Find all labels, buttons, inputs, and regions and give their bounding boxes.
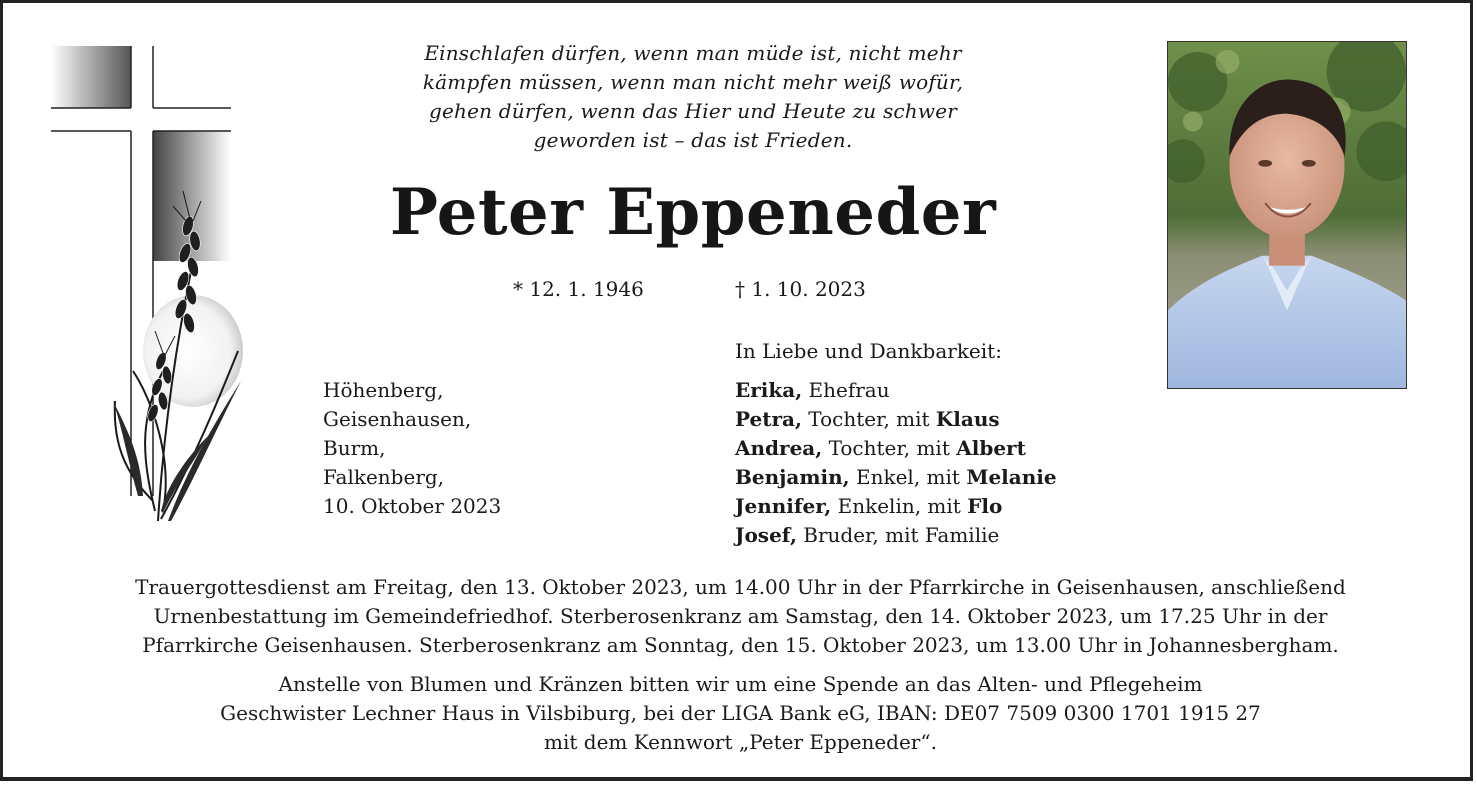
mourner-name: Benjamin, — [735, 465, 850, 489]
poem-line: geworden ist – das ist Frieden. — [533, 128, 853, 152]
death-date: † 1. 10. 2023 — [735, 277, 866, 301]
mourner-partner: Klaus — [935, 407, 1000, 431]
mourner-name: Andrea, — [735, 436, 823, 460]
birth-date: * 12. 1. 1946 — [513, 277, 644, 301]
service-line: Pfarrkirche Geisenhausen. Sterberosenkranz am Sonntag, den 15. Oktober 2023, um 13.00 Uhr in Johannesbergham. — [142, 633, 1339, 657]
mourner-relation: Enkel, mit — [849, 465, 967, 489]
poem-line: gehen dürfen, wenn das Hier und Heute zu schwer — [428, 99, 958, 123]
mourner-row — [735, 376, 1057, 405]
deceased-name: Peter Eppeneder — [389, 175, 997, 250]
mourner-row — [735, 405, 1057, 434]
donation-details — [33, 670, 1448, 757]
mourner-name: Josef, — [735, 523, 797, 547]
poem-line: kämpfen müssen, wenn man nicht mehr weiß wofür, — [422, 70, 964, 94]
places-list — [323, 376, 501, 521]
donation-line: mit dem Kennwort „Peter Eppeneder“. — [544, 730, 937, 754]
poem — [333, 39, 1053, 155]
mourner-name: Petra, — [735, 407, 802, 431]
donation-line: Anstelle von Blumen und Kränzen bitten wir um eine Spende an das Alten- und Pflegeheim — [278, 672, 1203, 696]
place-line: Geisenhausen, — [323, 407, 472, 431]
portrait-photo — [1167, 41, 1407, 389]
service-line: Urnenbestattung im Gemeindefriedhof. Sterberosenkranz am Samstag, den 14. Oktober 2023, um 17.25 Uhr in der — [153, 604, 1328, 628]
mourner-row — [735, 492, 1057, 521]
mourner-relation: Tochter, mit — [822, 436, 957, 460]
mourner-name: Jennifer, — [735, 494, 832, 518]
service-line: Trauergottesdienst am Freitag, den 13. Oktober 2023, um 14.00 Uhr in der Pfarrkirche in Geisenhausen, anschließend — [135, 575, 1346, 599]
mourner-relation: Bruder, mit Familie — [796, 523, 1000, 547]
mourner-partner: Melanie — [966, 465, 1057, 489]
mourner-relation: Ehefrau — [802, 378, 890, 402]
mourners-list — [735, 337, 1057, 550]
mourner-name: Erika, — [735, 378, 803, 402]
place-date: 10. Oktober 2023 — [323, 494, 502, 518]
cross-with-wheat-icon — [43, 41, 253, 531]
poem-line: Einschlafen dürfen, wenn man müde ist, nicht mehr — [424, 41, 962, 65]
place-line: Burm, — [323, 436, 386, 460]
mourner-partner: Albert — [956, 436, 1026, 460]
service-details — [33, 573, 1448, 660]
mourner-partner: Flo — [967, 494, 1003, 518]
place-line: Höhenberg, — [323, 378, 444, 402]
mourner-relation: Tochter, mit — [801, 407, 936, 431]
donation-line: Geschwister Lechner Haus in Vilsbiburg, bei der LIGA Bank eG, IBAN: DE07 7509 0300 1701 1915 27 — [220, 701, 1261, 725]
mourner-row — [735, 521, 1057, 550]
mourner-relation: Enkelin, mit — [831, 494, 968, 518]
place-line: Falkenberg, — [323, 465, 445, 489]
mourner-row — [735, 434, 1057, 463]
mourner-row — [735, 463, 1057, 492]
mourners-intro: In Liebe und Dankbarkeit: — [735, 339, 1002, 363]
